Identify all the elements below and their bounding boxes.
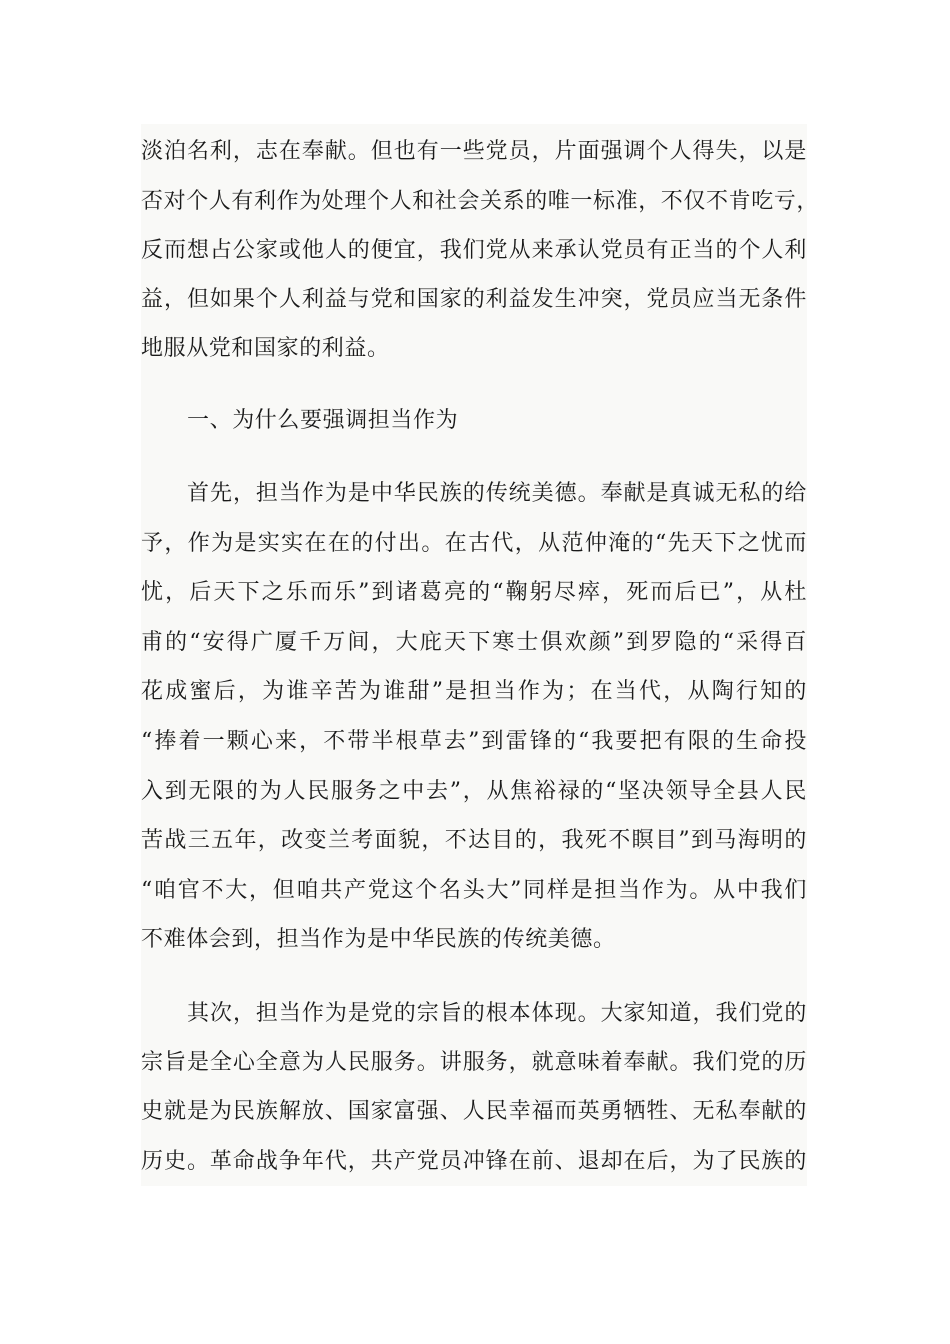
text-line: 其次，担当作为是党的宗旨的根本体现。大家知道，我们党的 [187,1001,807,1026]
text-line: 宗旨是全心全意为人民服务。讲服务，就意味着奉献。我们党的历 [141,1050,807,1075]
text-line: 史就是为民族解放、国家富强、人民幸福而英勇牺牲、无私奉献的 [141,1099,807,1124]
text-line: 首先，担当作为是中华民族的传统美德。奉献是真诚无私的给 [187,481,807,506]
text-line: 淡泊名利，志在奉献。但也有一些党员，片面强调个人得失，以是 [141,139,807,164]
text-line: 甫的“安得广厦千万间，大庇天下寒士俱欢颜”到罗隐的“采得百 [141,630,807,655]
section-heading: 一、为什么要强调担当作为 [187,408,459,433]
text-line: “捧着一颗心来，不带半根草去”到雷锋的“我要把有限的生命投 [141,729,807,754]
text-line: 予，作为是实实在在的付出。在古代，从范仲淹的“先天下之忧而 [141,531,807,556]
text-line: 否对个人有利作为处理个人和社会关系的唯一标准，不仅不肯吃亏， [141,189,820,214]
text-line: “咱官不大，但咱共产党这个名头大”同样是担当作为。从中我们 [141,878,807,903]
text-line: 入到无限的为人民服务之中去”，从焦裕禄的“坚决领导全县人民 [141,779,807,804]
text-line: 地服从党和国家的利益。 [141,336,390,361]
text-line: 益，但如果个人利益与党和国家的利益发生冲突，党员应当无条件 [141,287,807,312]
text-line: 苦战三五年，改变兰考面貌，不达目的，我死不瞑目”到马海明的 [141,828,807,853]
document-text-block [141,124,820,1186]
text-line: 历史。革命战争年代，共产党员冲锋在前、退却在后，为了民族的 [141,1149,807,1174]
text-line: 不难体会到，担当作为是中华民族的传统美德。 [141,927,616,952]
text-line: 忧，后天下之乐而乐”到诸葛亮的“鞠躬尽瘁，死而后已”，从杜 [141,580,807,605]
text-line: 花成蜜后，为谁辛苦为谁甜”是担当作为；在当代，从陶行知的 [141,679,807,704]
text-line: 反而想占公家或他人的便宜，我们党从来承认党员有正当的个人利 [141,238,807,263]
